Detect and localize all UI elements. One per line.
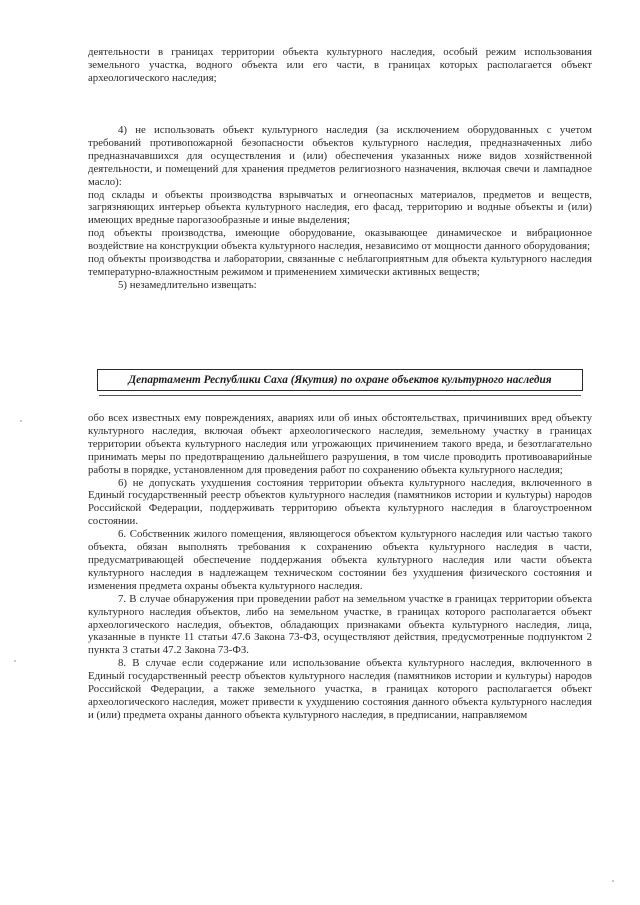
scan-speck [14, 660, 16, 662]
paragraph-notify-details: обо всех известных ему повреждениях, авариях или об иных обстоятельствах, причинивших вред объекту культурного наследия, включая объект археологического наследия, земельному участку в границах территории объекта культурного наследия или угрожающих причинением такого вреда, и безотлагательно принимать меры по предотвращению дальнейшего разрушения, в том числе проводить противоаварийные работы в порядке, установленном для проведения работ по сохранению объекта культурного наследия; [88, 412, 592, 476]
header-underline [99, 395, 581, 396]
text-block-bottom [88, 412, 592, 722]
item-4-point-1: под склады и объекты производства взрывчатых и огнеопасных материалов, предметов и веществ, загрязняющих интерьер объекта культурного наследия, его фасад, территорию и водные объекты и (или) имеющих вредные парогазообразные и иные выделения; [88, 188, 592, 227]
text-block-top [88, 46, 592, 85]
item-4-intro: 4) не использовать объект культурного наследия (за исключением оборудованных с учетом требований противопожарной безопасности объектов культурного наследия, предназначенных либо предназначавшихся для осуществления и (или) обеспечения указанных ниже видов хозяйственной деятельности, и помещений для хранения предметов религиозного назначения, включая свечи и лампадное масло): [88, 124, 592, 188]
item-5-intro: 5) незамедлительно извещать: [118, 278, 257, 291]
paragraph-section-7: 7. В случае обнаружения при проведении работ на земельном участке в границах территории объекта культурного наследия объектов, либо на земельном участке, в границах которого располагается объект археологического наследия, объектов, обладающих признаками объекта культурного наследия, лица, указанные в пункте 11 статьи 47.6 Закона 73-ФЗ, осуществляют действия, предусмотренные подпунктом 2 пункта 3 статьи 47.2 Закона 73-ФЗ. [88, 592, 592, 657]
item-4-block [88, 124, 592, 292]
scan-speck [612, 880, 614, 882]
item-4-point-3: под объекты производства и лаборатории, связанные с неблагоприятным для объекта культурного наследия температурно-влажностным режимом и применением химически активных веществ; [88, 253, 592, 278]
paragraph-section-6: 6. Собственник жилого помещения, являющегося объектом культурного наследия или частью такого объекта, обязан выполнять требования к сохранению объекта культурного наследия в части, предусматривающей обеспечение поддержания объекта культурного наследия или части объекта культурного наследия в надлежащем техническом состоянии без ухудшения физического состояния и изменения предмета охраны объекта культурного наследия. [88, 528, 592, 592]
paragraph-section-8: 8. В случае если содержание или использование объекта культурного наследия, включенного в Единый государственный реестр объектов культурного наследия (памятников истории и культуры) народов Российской Федерации, а также земельного участка, в границах которого располагается объект археологического наследия, может привести к ухудшению состояния данного объекта культурного наследия и (или) предмета охраны данного объекта культурного наследия, в предписании, направляемом [88, 657, 592, 721]
department-header-text: Департамент Республики Саха (Якутия) по охране объектов культурного наследия [128, 374, 552, 386]
department-header-box [97, 369, 583, 391]
paragraph-item-6: 6) не допускать ухудшения состояния территории объекта культурного наследия, включенного в Единый государственный реестр объектов культурного наследия (памятников истории и культуры) народов Российской Федерации, поддерживать территорию объекта культурного наследия в благоустроенном состоянии. [88, 476, 592, 528]
scan-speck [20, 420, 22, 422]
paragraph-continuation: деятельности в границах территории объекта культурного наследия, особый режим использования земельного участка, водного объекта или его части, в границах которых располагается объект археологического наследия; [88, 46, 592, 84]
item-4-point-2: под объекты производства, имеющие оборудование, оказывающее динамическое и вибрационное воздействие на конструкции объекта культурного наследия, независимо от мощности данного оборудования; [88, 227, 592, 253]
